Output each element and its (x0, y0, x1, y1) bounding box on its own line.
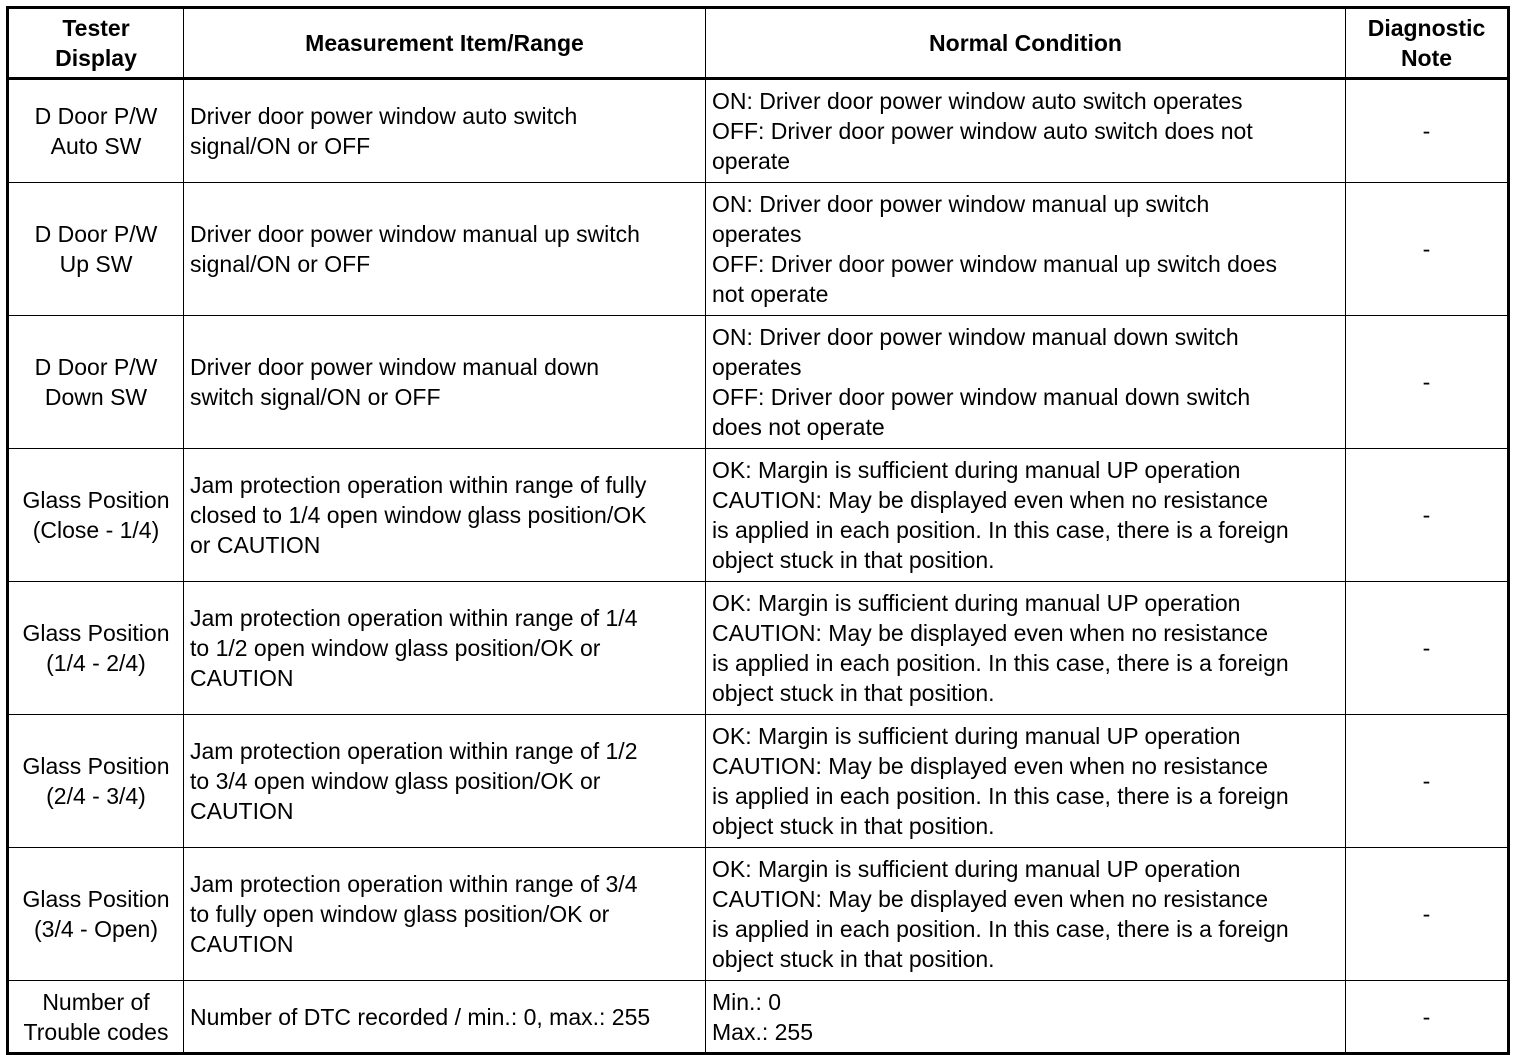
cell-line: object stuck in that position. (712, 946, 995, 972)
header-line: Diagnostic (1367, 15, 1486, 41)
cell-line: Min.: 0 (712, 988, 782, 1015)
cell-line: OK: Margin is sufficient during manual UP operation (712, 723, 1241, 749)
measurement-item-cell (184, 449, 706, 582)
cell-line: operates (712, 354, 802, 380)
diagnostic-note-cell: - (1346, 449, 1509, 582)
cell-line: signal/ON or OFF (190, 133, 371, 159)
cell-line: signal/ON or OFF (190, 251, 371, 277)
table-row (8, 715, 1509, 848)
normal-condition-cell (706, 848, 1346, 981)
cell-line: (1/4 - 2/4) (46, 650, 146, 676)
tester-display-cell (8, 79, 184, 183)
cell-line: is applied in each position. In this case, there is a foreign (712, 783, 1289, 809)
cell-line: D Door P/W (34, 103, 158, 129)
cell-line: CAUTION: May be displayed even when no resistance (712, 487, 1269, 513)
cell-line: does not operate (712, 414, 885, 440)
cell-line: D Door P/W (34, 354, 158, 380)
cell-line: D Door P/W (34, 221, 158, 247)
cell-line: Driver door power window auto switch (190, 103, 578, 129)
cell-line: Glass Position (22, 620, 170, 646)
diagnostic-note-cell: - (1346, 981, 1509, 1054)
cell-line: OK: Margin is sufficient during manual UP operation (712, 590, 1241, 616)
header-line: Display (55, 45, 137, 71)
normal-condition-cell (706, 449, 1346, 582)
cell-line: Number of (42, 988, 150, 1015)
measurement-item-cell (184, 183, 706, 316)
measurement-item-cell (184, 316, 706, 449)
cell-line: Auto SW (50, 133, 142, 159)
table-row (8, 79, 1509, 183)
normal-condition-cell (706, 316, 1346, 449)
table-header-row (8, 8, 1509, 79)
cell-line: Jam protection operation within range of 1/4 (190, 605, 638, 631)
measurement-item-cell (184, 848, 706, 981)
header-line: Tester (62, 15, 130, 41)
cell-line: Down SW (44, 384, 148, 410)
cell-line: switch signal/ON or OFF (190, 384, 441, 410)
cell-line: object stuck in that position. (712, 680, 995, 706)
table-row (8, 981, 1509, 1054)
cell-line: operates (712, 221, 802, 247)
measurement-item-cell (184, 79, 706, 183)
cell-line: Driver door power window manual up switch (190, 221, 640, 247)
cell-line: closed to 1/4 open window glass position/OK (190, 502, 647, 528)
cell-line: operate (712, 148, 791, 174)
cell-line: or CAUTION (190, 532, 321, 558)
tester-display-cell (8, 582, 184, 715)
cell-line: (2/4 - 3/4) (46, 783, 146, 809)
diagnostic-note-cell: - (1346, 582, 1509, 715)
cell-line: to 3/4 open window glass position/OK or (190, 768, 601, 794)
cell-line: Number of DTC recorded / min.: 0, max.: 255 (190, 1003, 651, 1030)
normal-condition-cell (706, 981, 1346, 1054)
header-diagnostic-note (1346, 8, 1509, 79)
tester-display-cell (8, 183, 184, 316)
table-row (8, 582, 1509, 715)
cell-line: is applied in each position. In this case, there is a foreign (712, 650, 1289, 676)
cell-line: ON: Driver door power window manual down switch (712, 324, 1239, 350)
cell-line: Up SW (59, 251, 133, 277)
tester-display-cell (8, 715, 184, 848)
cell-line: OFF: Driver door power window auto switch does not (712, 118, 1253, 144)
cell-line: OK: Margin is sufficient during manual UP operation (712, 856, 1241, 882)
cell-line: CAUTION: May be displayed even when no resistance (712, 753, 1269, 779)
cell-line: ON: Driver door power window auto switch operates (712, 88, 1243, 114)
measurement-item-cell (184, 715, 706, 848)
cell-line: ON: Driver door power window manual up switch (712, 191, 1210, 217)
table-row (8, 183, 1509, 316)
header-normal-condition (706, 8, 1346, 79)
cell-line: CAUTION: May be displayed even when no resistance (712, 620, 1269, 646)
cell-line: (Close - 1/4) (32, 517, 160, 543)
cell-line: OFF: Driver door power window manual up switch does (712, 251, 1278, 277)
cell-line: CAUTION (190, 665, 294, 691)
cell-line: (3/4 - Open) (34, 916, 158, 942)
table-row (8, 316, 1509, 449)
measurement-item-cell (184, 981, 706, 1054)
cell-line: Trouble codes (23, 1018, 169, 1045)
cell-line: Jam protection operation within range of 3/4 (190, 871, 638, 897)
measurement-item-cell (184, 582, 706, 715)
normal-condition-cell (706, 715, 1346, 848)
normal-condition-cell (706, 183, 1346, 316)
cell-line: Glass Position (22, 886, 170, 912)
header-line: Measurement Item/Range (305, 30, 584, 56)
cell-line: is applied in each position. In this case, there is a foreign (712, 517, 1289, 543)
cell-line: to 1/2 open window glass position/OK or (190, 635, 601, 661)
cell-line: OFF: Driver door power window manual down switch (712, 384, 1251, 410)
cell-line: CAUTION (190, 931, 294, 957)
diagnostic-note-cell: - (1346, 183, 1509, 316)
cell-line: not operate (712, 281, 829, 307)
header-measurement-item (184, 8, 706, 79)
diagnostic-note-cell: - (1346, 848, 1509, 981)
tester-display-cell (8, 981, 184, 1054)
cell-line: is applied in each position. In this case, there is a foreign (712, 916, 1289, 942)
tester-display-cell (8, 848, 184, 981)
cell-line: Jam protection operation within range of 1/2 (190, 738, 638, 764)
tester-display-cell (8, 449, 184, 582)
cell-line: to fully open window glass position/OK or (190, 901, 610, 927)
diagnostic-note-cell: - (1346, 316, 1509, 449)
diagnostic-note-cell: - (1346, 79, 1509, 183)
header-line: Normal Condition (929, 30, 1122, 56)
cell-line: Max.: 255 (712, 1018, 813, 1045)
cell-line: Driver door power window manual down (190, 354, 600, 380)
cell-line: object stuck in that position. (712, 813, 995, 839)
header-tester-display (8, 8, 184, 79)
tester-display-cell (8, 316, 184, 449)
table-row (8, 848, 1509, 981)
cell-line: Jam protection operation within range of fully (190, 472, 647, 498)
cell-line: OK: Margin is sufficient during manual UP operation (712, 457, 1241, 483)
normal-condition-cell (706, 79, 1346, 183)
table-row (8, 449, 1509, 582)
cell-line: Glass Position (22, 487, 170, 513)
cell-line: object stuck in that position. (712, 547, 995, 573)
cell-line: CAUTION (190, 798, 294, 824)
normal-condition-cell (706, 582, 1346, 715)
diagnostic-note-cell: - (1346, 715, 1509, 848)
header-line: Note (1400, 45, 1453, 71)
cell-line: Glass Position (22, 753, 170, 779)
cell-line: CAUTION: May be displayed even when no resistance (712, 886, 1269, 912)
tester-display-table (6, 6, 1510, 1055)
